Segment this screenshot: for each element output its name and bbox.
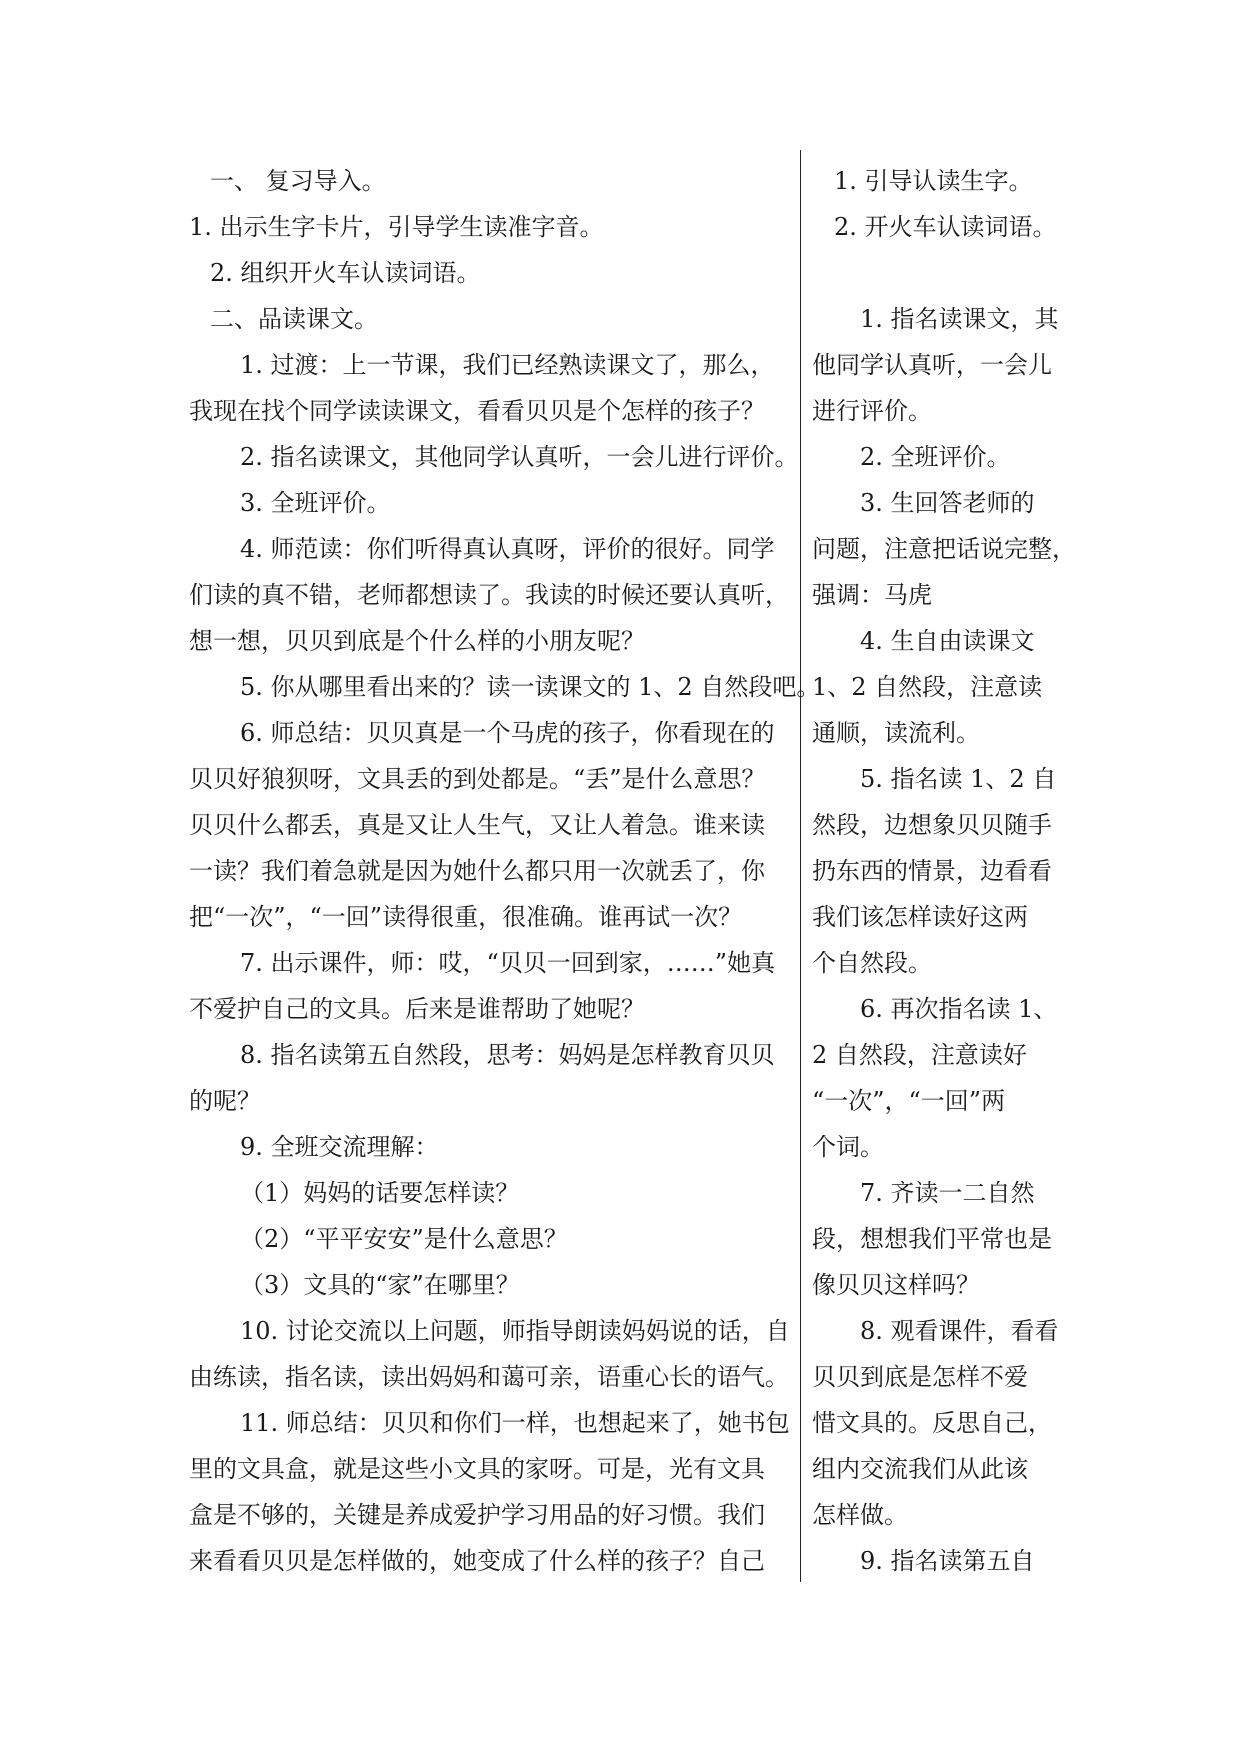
text-line: 里的文具盒，就是这些小文具的家呀。可是，光有文具 xyxy=(189,1455,765,1483)
text-line: 惜文具的。反思自己， xyxy=(812,1409,1052,1437)
text-line: 7. 齐读一二自然 xyxy=(860,1179,1035,1207)
text-line: 盒是不够的，关键是养成爱护学习用品的好习惯。我们 xyxy=(189,1501,765,1529)
text-line: 由练读，指名读，读出妈妈和蔼可亲，语重心长的语气。 xyxy=(189,1363,789,1391)
text-line: 2. 指名读课文，其他同学认真听，一会儿进行评价。 xyxy=(240,443,799,471)
text-line: 强调：马虎 xyxy=(812,581,932,609)
text-line: 一、 复习导入。 xyxy=(210,167,386,195)
text-line: 2. 组织开火车认读词语。 xyxy=(210,259,481,287)
text-line: 2 自然段，注意读好 xyxy=(812,1041,1027,1069)
text-line: 4. 生自由读课文 xyxy=(860,627,1035,655)
text-line: 他同学认真听，一会儿 xyxy=(812,351,1052,379)
text-line: 1、2 自然段，注意读 xyxy=(812,673,1043,701)
text-line: 我现在找个同学读读课文，看看贝贝是个怎样的孩子？ xyxy=(189,397,765,425)
text-line: 来看看贝贝是怎样做的，她变成了什么样的孩子？自己 xyxy=(189,1547,765,1575)
text-line: 6. 再次指名读 1、 xyxy=(860,995,1058,1023)
text-line: 我们该怎样读好这两 xyxy=(812,903,1028,931)
text-line: 二、品读课文。 xyxy=(210,305,378,333)
text-line: 7. 出示课件，师：哎，“贝贝一回到家，……”她真 xyxy=(240,949,776,977)
text-line: 不爱护自己的文具。后来是谁帮助了她呢？ xyxy=(189,995,645,1023)
text-line: 1. 过渡：上一节课，我们已经熟读课文了，那么， xyxy=(240,351,775,379)
text-line: 然段，边想象贝贝随手 xyxy=(812,811,1052,839)
text-line: 贝贝好狼狈呀，文具丢的到处都是。“丢”是什么意思？ xyxy=(189,765,766,793)
text-line: 6. 师总结：贝贝真是一个马虎的孩子，你看现在的 xyxy=(240,719,775,747)
column-divider xyxy=(800,150,801,1582)
text-line: 问题，注意把话说完整， xyxy=(812,535,1076,563)
text-line: （3）文具的“家”在哪里？ xyxy=(240,1271,520,1299)
text-line: 5. 你从哪里看出来的？读一读课文的 1、2 自然段吧。 xyxy=(240,673,821,701)
text-line: 个自然段。 xyxy=(812,949,932,977)
text-line: 10. 讨论交流以上问题，师指导朗读妈妈说的话，自 xyxy=(240,1317,790,1345)
text-line: 2. 全班评价。 xyxy=(860,443,1011,471)
text-line: 11. 师总结：贝贝和你们一样，也想起来了，她书包 xyxy=(240,1409,790,1437)
text-line: 扔东西的情景，边看看 xyxy=(812,857,1052,885)
text-line: 把“一次”，“一回”读得很重，很准确。谁再试一次？ xyxy=(189,903,743,931)
text-line: 通顺，读流利。 xyxy=(812,719,980,747)
text-line: 1. 引导认读生字。 xyxy=(834,167,1033,195)
text-line: 的呢？ xyxy=(189,1087,261,1115)
text-line: 2. 开火车认读词语。 xyxy=(834,213,1057,241)
text-line: 们读的真不错，老师都想读了。我读的时候还要认真听， xyxy=(189,581,789,609)
text-line: 3. 全班评价。 xyxy=(240,489,391,517)
text-line: （2）“平平安安”是什么意思？ xyxy=(240,1225,568,1253)
text-line: 组内交流我们从此该 xyxy=(812,1455,1028,1483)
text-line: 段，想想我们平常也是 xyxy=(812,1225,1052,1253)
text-line: 3. 生回答老师的 xyxy=(860,489,1035,517)
text-line: 8. 观看课件，看看 xyxy=(860,1317,1059,1345)
text-line: （1）妈妈的话要怎样读？ xyxy=(240,1179,520,1207)
text-line: 贝贝什么都丢，真是又让人生气，又让人着急。谁来读 xyxy=(189,811,765,839)
text-line: 9. 全班交流理解： xyxy=(240,1133,439,1161)
text-line: 9. 指名读第五自 xyxy=(860,1547,1035,1575)
text-line: 想一想，贝贝到底是个什么样的小朋友呢？ xyxy=(189,627,645,655)
text-line: 像贝贝这样吗？ xyxy=(812,1271,980,1299)
text-line: 8. 指名读第五自然段，思考：妈妈是怎样教育贝贝 xyxy=(240,1041,775,1069)
text-line: 1. 出示生字卡片，引导学生读准字音。 xyxy=(189,213,604,241)
text-line: 贝贝到底是怎样不爱 xyxy=(812,1363,1028,1391)
text-line: “一次”，“一回”两 xyxy=(812,1087,1006,1115)
text-line: 进行评价。 xyxy=(812,397,932,425)
text-line: 个词。 xyxy=(812,1133,884,1161)
text-line: 4. 师范读：你们听得真认真呀，评价的很好。同学 xyxy=(240,535,775,563)
text-line: 一读？我们着急就是因为她什么都只用一次就丢了，你 xyxy=(189,857,765,885)
text-line: 怎样做。 xyxy=(812,1501,908,1529)
text-line: 1. 指名读课文，其 xyxy=(860,305,1059,333)
text-line: 5. 指名读 1、2 自 xyxy=(860,765,1057,793)
